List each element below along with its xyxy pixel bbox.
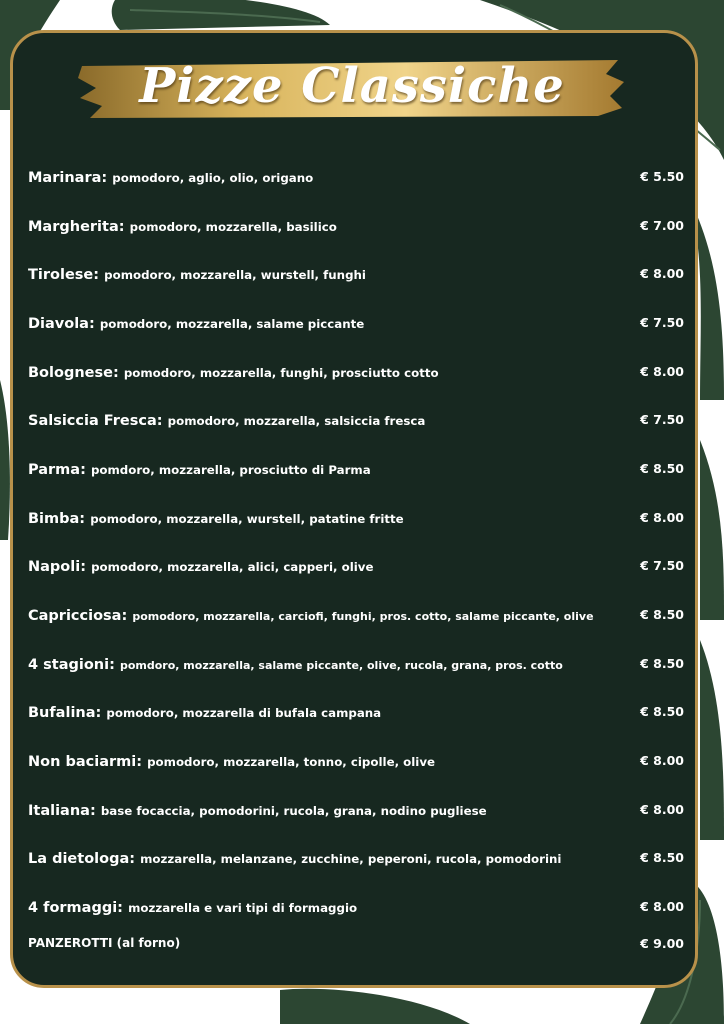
item-price: € 7.00 (640, 217, 684, 233)
item-price: € 8.50 (640, 460, 684, 476)
item-name: Marinara: (28, 169, 108, 186)
item-price: € 8.50 (640, 850, 684, 866)
item-ingredients: base focaccia, pomodorini, rucola, grana, nodino pugliese (100, 803, 487, 818)
menu-item (28, 201, 684, 250)
menu-item (28, 736, 684, 785)
item-ingredients: pomodoro, mozzarella, tonno, cipolle, olive (147, 755, 436, 770)
menu-item (28, 785, 684, 834)
item-name: Non baciarmi: (28, 754, 143, 771)
menu-item (28, 493, 684, 542)
item-name: Bufalina: (28, 705, 102, 722)
item-ingredients: pomodoro, mozzarella, alici, capperi, olive (91, 560, 374, 575)
item-ingredients: pomodoro, mozzarella, salsiccia fresca (167, 414, 426, 429)
item-price: € 7.50 (640, 314, 684, 330)
menu-item (28, 882, 684, 931)
item-name: Margherita: (28, 218, 125, 235)
menu-item (28, 688, 684, 737)
item-ingredients: pomodoro, mozzarella, basilico (129, 219, 337, 234)
panzerotti-row (28, 936, 684, 951)
item-price: € 8.50 (640, 704, 684, 720)
item-name: Italiana: (28, 802, 96, 819)
item-name: Tirolese: (28, 267, 100, 284)
item-name: 4 formaggi: (28, 900, 123, 917)
panzerotti-label: PANZEROTTI (al forno) (28, 936, 181, 950)
item-name: Diavola: (28, 315, 95, 332)
menu-item (28, 298, 684, 347)
item-price: € 7.50 (640, 558, 684, 574)
item-name: 4 stagioni: (28, 656, 115, 673)
item-price: € 8.00 (640, 266, 684, 282)
item-ingredients: pomdoro, mozzarella, prosciutto di Parma (90, 462, 371, 477)
menu-item (28, 639, 684, 688)
item-price: € 8.00 (640, 753, 684, 769)
menu-item (28, 395, 684, 444)
menu-item (28, 347, 684, 396)
item-ingredients: pomodoro, mozzarella di bufala campana (106, 706, 382, 721)
menu-item (28, 249, 684, 298)
item-ingredients: mozzarella e vari tipi di formaggio (128, 901, 358, 916)
item-name: Napoli: (28, 559, 86, 576)
item-price: € 7.50 (640, 412, 684, 428)
item-ingredients: pomodoro, mozzarella, wurstell, patatine fritte (90, 511, 404, 526)
menu-item (28, 834, 684, 883)
item-ingredients: pomodoro, mozzarella, carciofi, funghi, pros. cotto, salame piccante, olive (132, 610, 594, 624)
item-ingredients: pomdoro, mozzarella, salame piccante, olive, rucola, grana, pros. cotto (119, 658, 563, 672)
menu-item (28, 590, 684, 639)
item-ingredients: pomodoro, mozzarella, salame piccante (99, 316, 365, 331)
item-name: Bolognese: (28, 364, 119, 381)
item-price: € 8.50 (640, 655, 684, 671)
item-price: € 8.50 (640, 607, 684, 623)
panzerotti-price: € 9.00 (640, 936, 684, 951)
item-price: € 8.00 (640, 801, 684, 817)
item-price: € 5.50 (640, 168, 684, 184)
item-name: Salsiccia Fresca: (28, 413, 163, 430)
item-price: € 8.00 (640, 509, 684, 525)
item-ingredients: pomodoro, aglio, olio, origano (112, 170, 314, 185)
menu-list (28, 152, 684, 931)
item-name: Bimba: (28, 510, 86, 527)
item-price: € 8.00 (640, 363, 684, 379)
item-ingredients: pomodoro, mozzarella, wurstell, funghi (104, 268, 366, 283)
item-name: Parma: (28, 461, 86, 478)
menu-item (28, 542, 684, 591)
page-title: Pizze Classiche (139, 58, 565, 114)
item-ingredients: pomodoro, mozzarella, funghi, prosciutto cotto (123, 365, 439, 380)
item-ingredients: mozzarella, melanzane, zucchine, peperoni, rucola, pomodorini (140, 852, 562, 867)
item-name: La dietologa: (28, 851, 136, 868)
menu-item (28, 152, 684, 201)
item-price: € 8.00 (640, 899, 684, 915)
menu-item (28, 444, 684, 493)
item-name: Capricciosa: (28, 608, 128, 625)
title-banner (78, 52, 626, 124)
